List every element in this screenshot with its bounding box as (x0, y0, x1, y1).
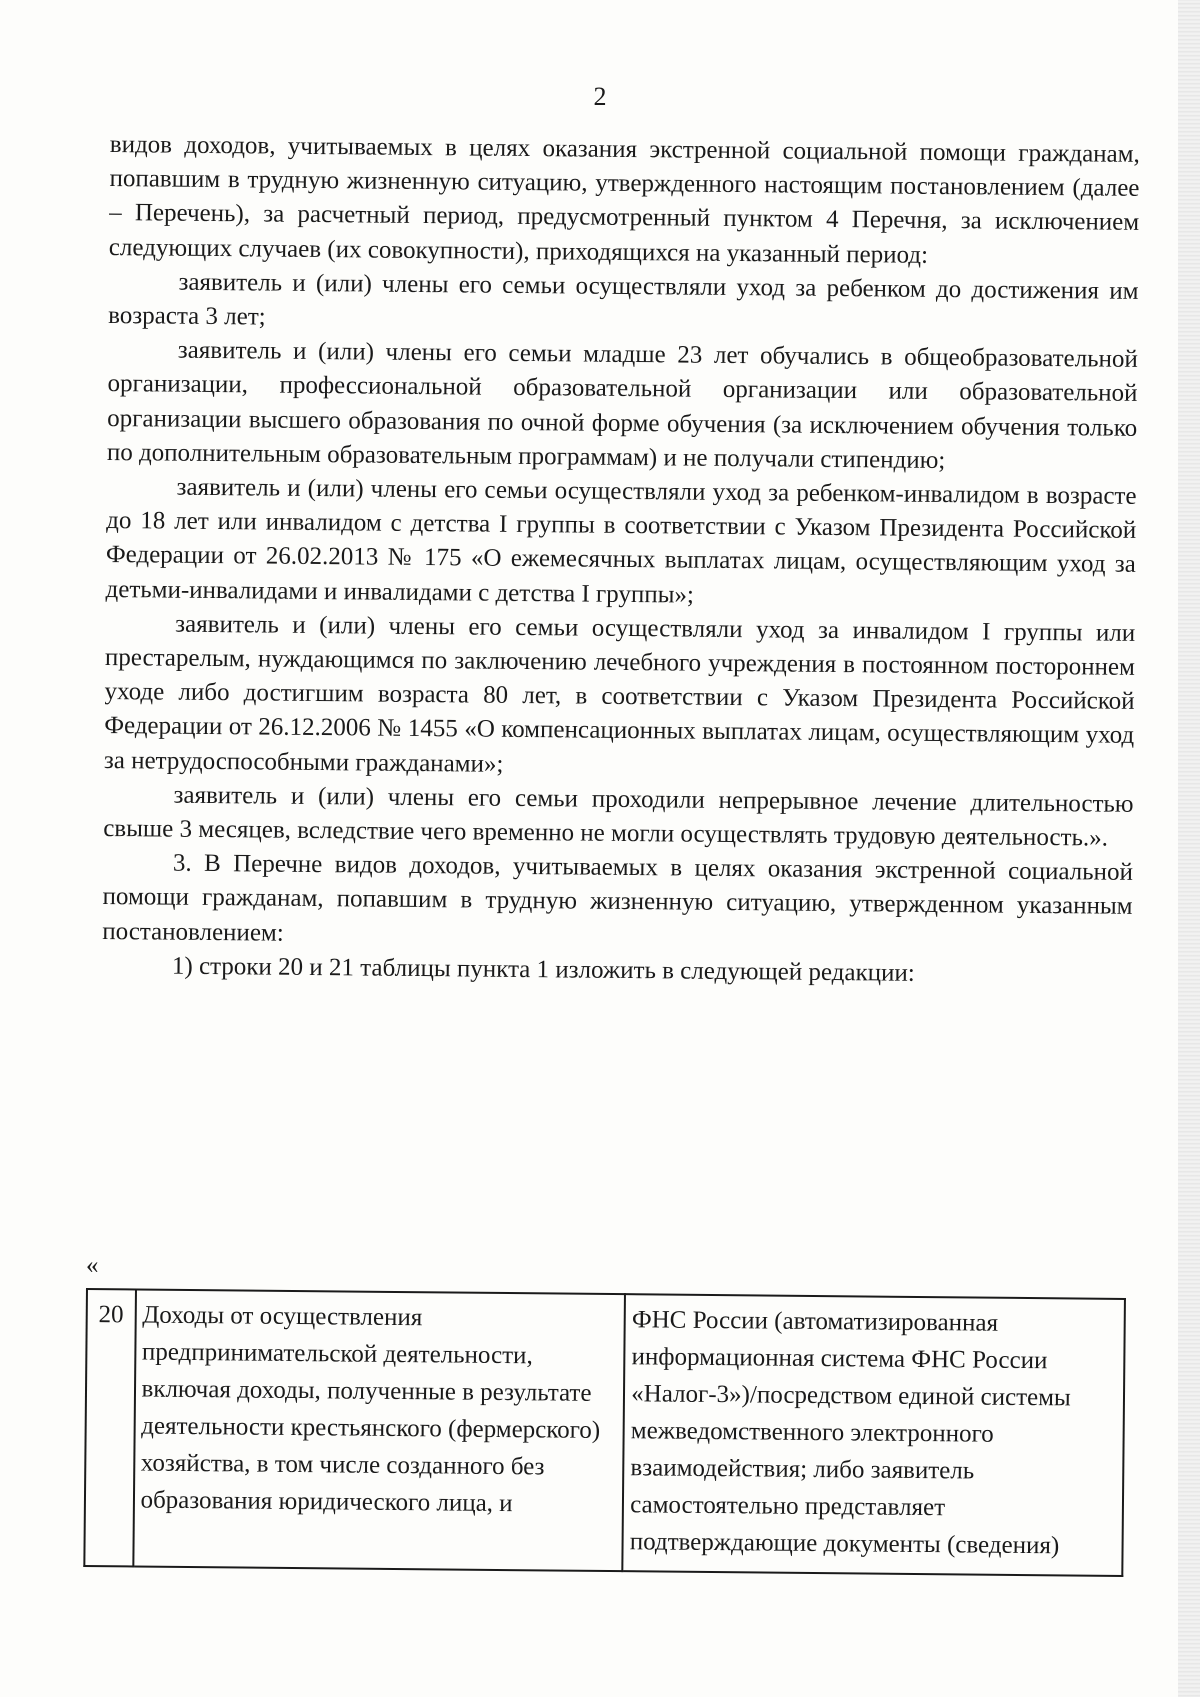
page-number: 2 (593, 82, 607, 111)
paragraph-case-treatment: заявитель и (или) члены его семьи проходили непрерывное лечение длительностью свыше 3 месяцев, вследствие чего временно не могли осуществлять трудовую деятельность.». (103, 781, 1134, 852)
quote-mark: « (86, 1252, 99, 1279)
body-text (102, 128, 1140, 993)
scan-edge (1178, 0, 1200, 1697)
row-source: ФНС России (автоматизированная информационная система ФНС России «Налог-3»)/посредством единой системы межведомственного электронного взаимодействия; либо заявитель самостоятельно представляет подтверждающие документы (сведения) (623, 1294, 1125, 1576)
paragraph-item-3: 3. В Перечне видов доходов, учитываемых в целях оказания экстренной социальной помощи гражданам, попавшим в трудную жизненную ситуацию, утвержденном указанным постановлением: (102, 849, 1134, 947)
paragraph-case-disabled-child: заявитель и (или) члены его семьи осуществляли уход за ребенком-инвалидом в возрасте до 18 лет или инвалидом с детства I группы в соответствии с Указом Президента Российской Федерации от 26.02.2013 № 175 «О ежемесячных выплатах лицам, осуществляющим уход за детьми-инвалидами и инвалидами с детства I группы»; (105, 473, 1137, 609)
row-description: Доходы от осуществления предпринимательской деятельности, включая доходы, полученные в результате деятельности крестьянского (фермерского) хозяйства, в том числе созданного без образования юридического лица, и (133, 1289, 625, 1571)
paragraph-case-study: заявитель и (или) члены его семьи младше 23 лет обучались в общеобразовательной организации, профессиональной образовательной организации или образовательной организации высшего образования по очной форме обучения (за исключением обучения только по дополнительным образовательным программам) и не получали стипендию; (106, 336, 1138, 474)
row-number: 20 (84, 1289, 135, 1566)
paragraph-subitem-1: 1) строки 20 и 21 таблицы пункта 1 изложить в следующей редакции: (171, 952, 915, 987)
paragraph-case-elderly-care: заявитель и (или) члены его семьи осуществляли уход за инвалидом I группы или престарелым, нуждающимся по заключению лечебного учреждения в постоянном постороннем уходе либо достигшим возраста 80 лет, в соответствии с Указом Президента Российской Федерации от 26.12.2006 № 1455 «О компенсационных выплатах лицам, осуществляющим уход за нетрудоспособными гражданами»; (103, 610, 1136, 778)
paragraph-intro: видов доходов, учитываемых в целях оказания экстренной социальной помощи гражданам, попавшим в трудную жизненную ситуацию, утвержденного настоящим постановлением (далее – Перечень), за расчетный период, предусмотренный пунктом 4 Перечня, за исключением следующих случаев (их совокупности), приходящихся на указанный период: (108, 130, 1140, 269)
table-row (84, 1289, 1125, 1576)
income-table (83, 1288, 1126, 1577)
paragraph-case-child-care: заявитель и (или) члены его семьи осуществляли уход за ребенком до достижения им возраста 3 лет; (108, 268, 1139, 331)
